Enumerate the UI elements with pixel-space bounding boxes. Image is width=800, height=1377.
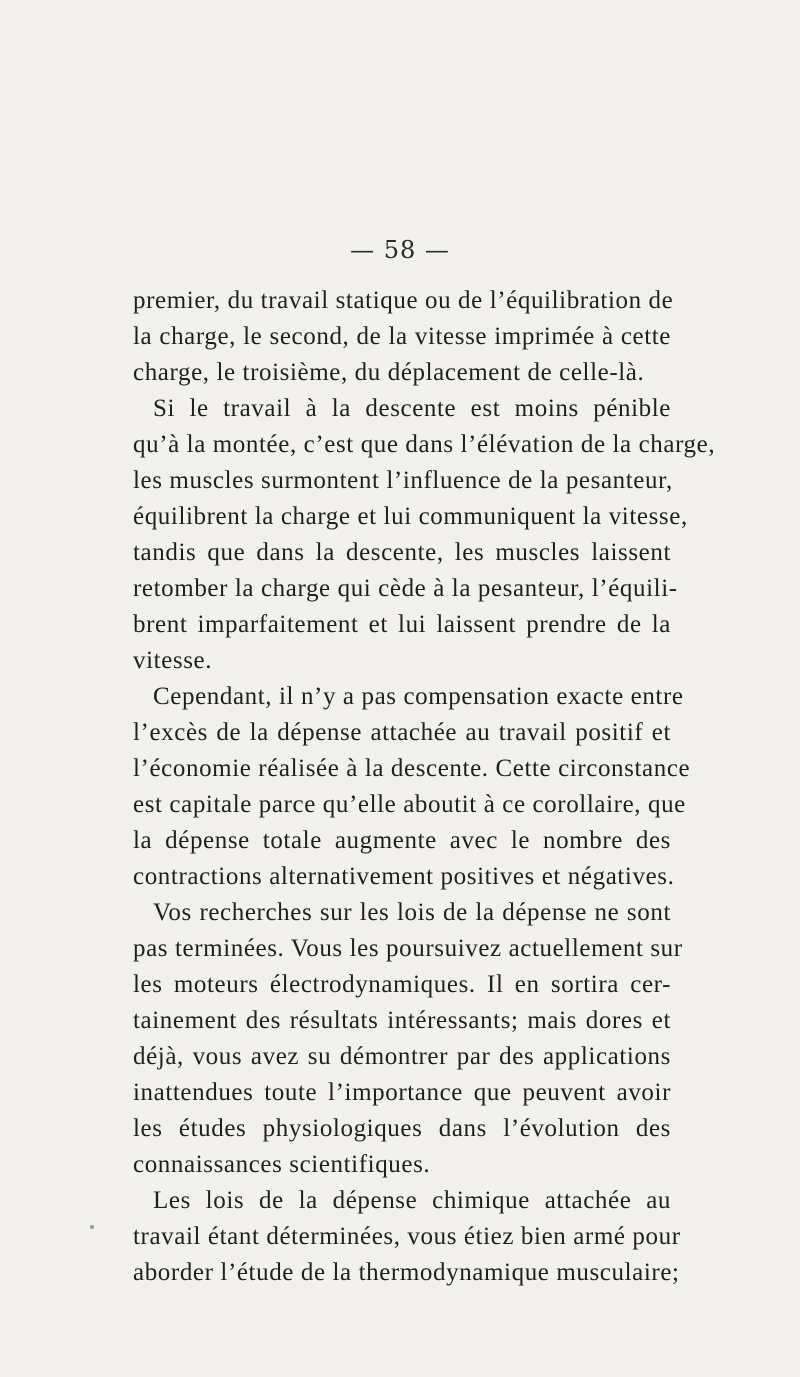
text-line: aborder l’étude de la thermodynamique musculaire;	[133, 1259, 680, 1286]
text-line: connaissances scientifiques.	[133, 1151, 431, 1178]
text-line: la dépense totale augmente avec le nombre des	[133, 827, 671, 854]
text-line: pas terminées. Vous les poursuivez actuellement sur	[133, 935, 683, 962]
text-line: premier, du travail statique ou de l’équilibration de	[133, 287, 674, 314]
text-line: brent imparfaitement et lui laissent prendre de la	[133, 611, 671, 638]
text-line: l’économie réalisée à la descente. Cette circonstance	[133, 755, 691, 782]
text-line: Vos recherches sur les lois de la dépense ne sont	[153, 899, 671, 926]
text-line: équilibrent la charge et lui communiquent la vitesse,	[133, 503, 688, 530]
text-line: la charge, le second, de la vitesse imprimée à cette	[133, 323, 671, 350]
text-line: travail étant déterminées, vous étiez bien armé pour	[133, 1223, 681, 1250]
text-line: tandis que dans la descente, les muscles laissent	[133, 539, 671, 566]
text-line: inattendues toute l’importance que peuvent avoir	[133, 1079, 671, 1106]
text-line: Cependant, il n’y a pas compensation exacte entre	[153, 683, 684, 710]
text-line: retomber la charge qui cède à la pesanteur, l’équili-	[133, 575, 678, 602]
text-line: qu’à la montée, c’est que dans l’élévation de la charge,	[133, 431, 716, 458]
text-line: déjà, vous avez su démontrer par des applications	[133, 1043, 671, 1070]
text-line: contractions alternativement positives et négatives.	[133, 863, 675, 890]
text-line: l’excès de la dépense attachée au travail positif et	[133, 719, 671, 746]
text-line: les études physiologiques dans l’évolution des	[133, 1115, 671, 1142]
paper-speck	[90, 1225, 94, 1229]
page-number: — 58 —	[350, 236, 450, 264]
text-line: charge, le troisième, du déplacement de celle-là.	[133, 359, 645, 386]
text-line: est capitale parce qu’elle aboutit à ce corollaire, que	[133, 791, 686, 818]
text-line: les moteurs électrodynamiques. Il en sortira cer-	[133, 971, 671, 998]
text-line: Les lois de la dépense chimique attachée au	[153, 1187, 671, 1214]
text-line: vitesse.	[133, 647, 213, 674]
text-line: tainement des résultats intéressants; mais dores et	[133, 1007, 671, 1034]
text-line: les muscles surmontent l’influence de la pesanteur,	[133, 467, 673, 494]
text-line: Si le travail à la descente est moins pénible	[153, 395, 671, 422]
